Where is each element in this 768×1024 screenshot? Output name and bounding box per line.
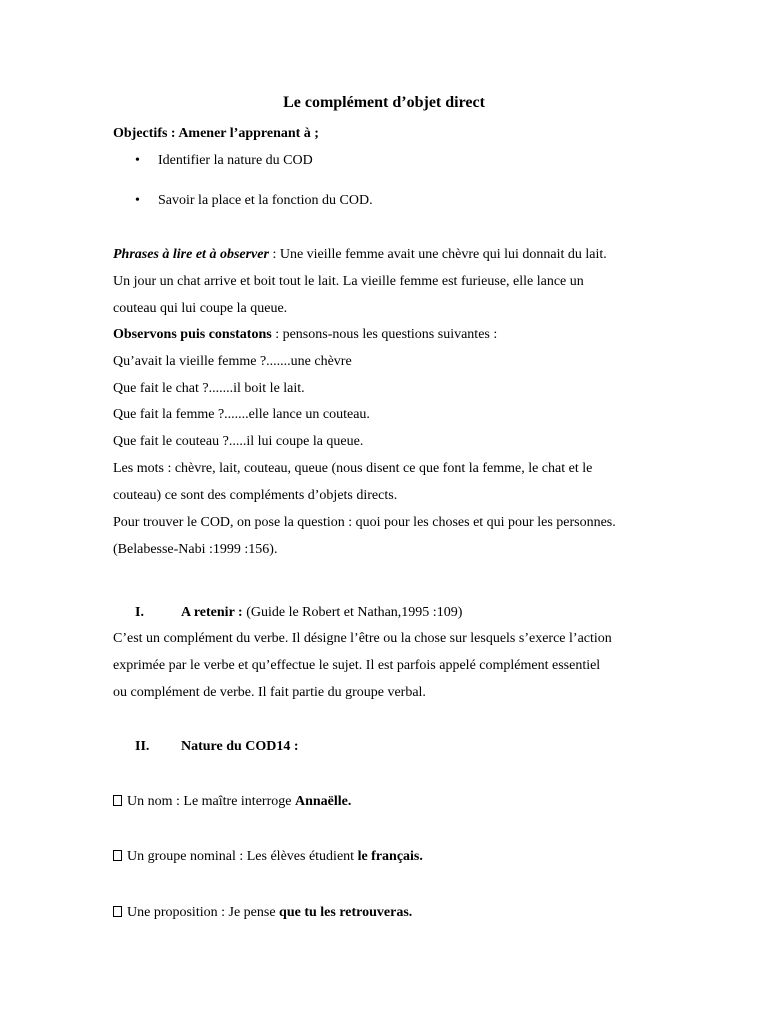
observons-text: : pensons-nous les questions suivantes :	[271, 327, 498, 342]
section-heading	[181, 604, 462, 622]
missing-glyph-icon	[113, 906, 122, 917]
observons-line	[113, 326, 497, 344]
retenir-line: ou complément de verbe. Il fait partie du groupe verbal.	[113, 685, 426, 700]
nature-item-example: Annaëlle.	[294, 794, 352, 809]
objectif-text: Savoir la place et la fonction du COD.	[158, 193, 373, 208]
section-number: I.	[135, 605, 144, 620]
nature-item-text: Un groupe nominal : Les élèves étudient	[127, 849, 358, 864]
question-line: Qu’avait la vieille femme ?.......une chèvre	[113, 354, 352, 369]
nature-item-example: le français.	[357, 849, 423, 864]
phrases-line: Un jour un chat arrive et boit tout le lait. La vieille femme est furieuse, elle lance un	[113, 274, 584, 289]
phrases-label: Phrases à lire et à observer	[113, 247, 269, 262]
section-heading: Nature du COD14 :	[181, 739, 299, 754]
section-reference: (Guide le Robert et Nathan,1995 :109)	[242, 605, 463, 620]
question-line: Que fait la femme ?.......elle lance un couteau.	[113, 407, 370, 422]
phrases-text: : Une vieille femme avait une chèvre qui lui donnait du lait.	[268, 247, 607, 262]
objectifs-label: Objectifs : Amener l’apprenant à ;	[113, 126, 319, 141]
objectif-text: Identifier la nature du COD	[158, 153, 313, 168]
observons-label: Observons puis constatons	[113, 327, 272, 342]
bullet-icon: •	[135, 193, 140, 208]
nature-item-text: Une proposition : Je pense	[127, 905, 280, 920]
section-number: II.	[135, 739, 150, 754]
question-line: Que fait le chat ?.......il boit le lait.	[113, 381, 305, 396]
mots-line: couteau) ce sont des compléments d’objets directs.	[113, 488, 398, 503]
nature-item-example: que tu les retrouveras.	[279, 905, 413, 920]
mots-line: Les mots : chèvre, lait, couteau, queue (nous disent ce que font la femme, le chat et le	[113, 461, 593, 476]
pour-line: Pour trouver le COD, on pose la question : quoi pour les choses et qui pour les personnes.	[113, 515, 616, 530]
missing-glyph-icon	[113, 850, 122, 861]
phrases-line	[113, 246, 607, 264]
nature-item	[113, 848, 423, 866]
nature-item-text: Un nom : Le maître interroge	[127, 794, 295, 809]
page-title: Le complément d’objet direct	[283, 94, 485, 111]
nature-item	[113, 904, 412, 922]
section-label: A retenir :	[181, 605, 243, 620]
missing-glyph-icon	[113, 795, 122, 806]
nature-item	[113, 793, 351, 811]
question-line: Que fait le couteau ?.....il lui coupe la queue.	[113, 434, 364, 449]
bullet-icon: •	[135, 153, 140, 168]
reference: (Belabesse-Nabi :1999 :156).	[113, 542, 278, 557]
phrases-line: couteau qui lui coupe la queue.	[113, 301, 288, 316]
retenir-line: C’est un complément du verbe. Il désigne l’être ou la chose sur lesquels s’exerce l’action	[113, 631, 612, 646]
retenir-line: exprimée par le verbe et qu’effectue le sujet. Il est parfois appelé complément essentiel	[113, 658, 601, 673]
